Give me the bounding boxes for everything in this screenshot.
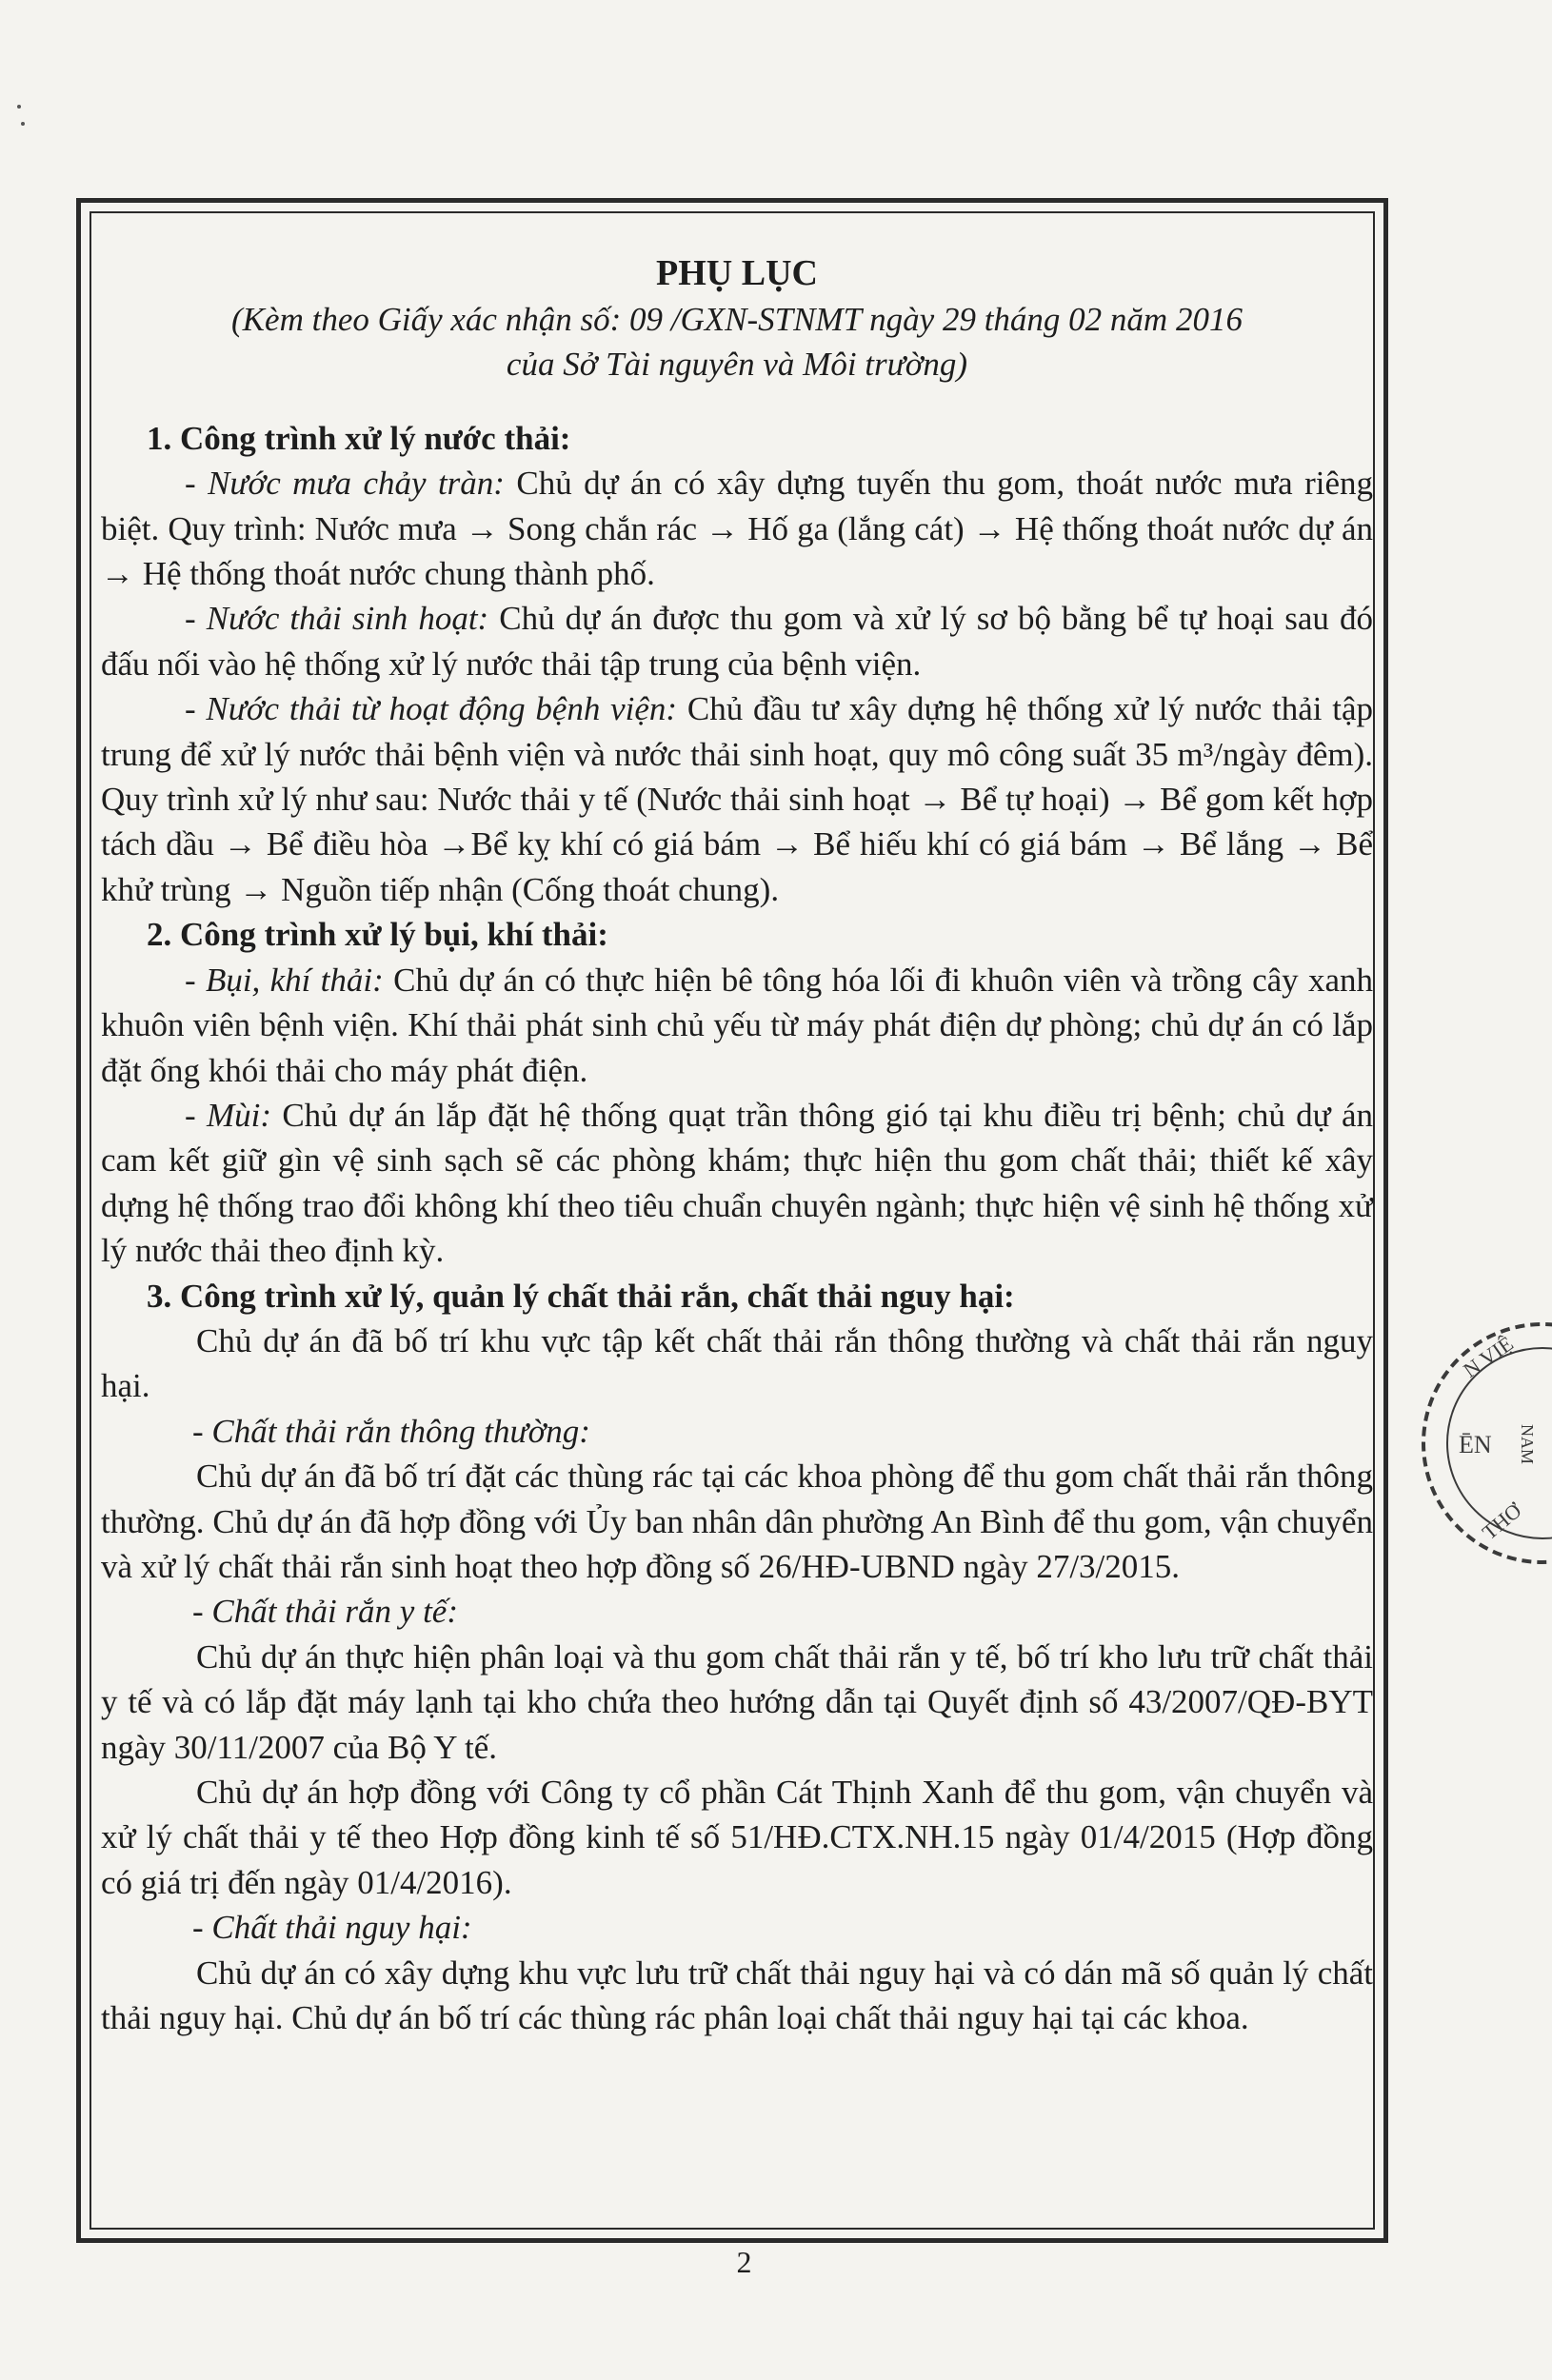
paragraph-text: Chủ dự án có thực hiện bê tông hóa lối đi khuôn viên và trồng cây xanh khuôn viên bệnh viện. Khí thải phát sinh chủ yếu từ máy phát điện dự phòng; chủ dự án có lắp đặt ống khói thải cho máy phát điện. — [101, 961, 1373, 1089]
scan-speck — [17, 105, 21, 109]
paragraph-hospital-wastewater — [101, 686, 1373, 912]
paragraph-hazardous-waste: Chủ dự án có xây dựng khu vực lưu trữ chất thải nguy hại và có dán mã số quản lý chất thải nguy hại. Chủ dự án bố trí các thùng rác phân loại chất thải nguy hại tại các khoa. — [101, 1954, 1373, 2037]
paragraph-lead: - Bụi, khí thải: — [185, 961, 384, 999]
section-heading-solid-waste: 3. Công trình xử lý, quản lý chất thải rắn, chất thải nguy hại: — [147, 1277, 1015, 1315]
stamp-text-bottom: THƠ — [1477, 1497, 1526, 1545]
paragraph-text: Chủ dự án được thu gom và xử lý sơ bộ bằng bể tự hoại sau đó đấu nối vào hệ thống xử lý nước thải tập trung của bệnh viện. — [101, 600, 1373, 683]
paragraph-domestic-wastewater — [101, 596, 1373, 686]
page-number: 2 — [736, 2245, 752, 2279]
subhead-medical-solid-waste: - Chất thải rắn y tế: — [192, 1593, 458, 1631]
stamp-text-top: N VIỆ — [1459, 1331, 1518, 1382]
paragraph-odor — [101, 1093, 1373, 1274]
section-heading-dust-emissions: 2. Công trình xử lý bụi, khí thải: — [147, 916, 608, 954]
stamp-text-middle: ĒN — [1459, 1431, 1492, 1458]
paragraph-text: Chủ dự án lắp đặt hệ thống quạt trần thông gió tại khu điều trị bệnh; chủ dự án cam kết giữ gìn vệ sinh sạch sẽ các phòng khám; thực hiện thu gom chất thải; thiết kế xây dựng hệ thống trao đổi không khí theo tiêu chuẩn chuyên ngành; thực hiện vệ sinh hệ thống xử lý nước thải theo định kỳ. — [101, 1096, 1373, 1270]
paragraph-ordinary-solid-waste: Chủ dự án đã bố trí đặt các thùng rác tại các khoa phòng để thu gom chất thải rắn thông thường. Chủ dự án đã hợp đồng với Ủy ban nhân dân phường An Bình để thu gom, vận chuyển và xử lý chất thải rắn sinh hoạt theo hợp đồng số 26/HĐ-UBND ngày 27/3/2015. — [101, 1458, 1373, 1585]
paragraph-lead: - Mùi: — [185, 1096, 272, 1134]
paragraph-medical-waste-contract: Chủ dự án hợp đồng với Công ty cổ phần Cát Thịnh Xanh để thu gom, vận chuyển và xử lý chất thải y tế theo Hợp đồng kinh tế số 51/HĐ.CTX.NH.15 ngày 01/4/2015 (Hợp đồng có giá trị đến ngày 01/4/2016). — [101, 1774, 1373, 1901]
stamp-text-side: NAM — [1518, 1424, 1537, 1465]
paragraph-text: Chủ đầu tư xây dựng hệ thống xử lý nước thải tập trung để xử lý nước thải bệnh viện và nước thải sinh hoạt, quy mô công suất 35 m³/ngày đêm). Quy trình xử lý như sau: Nước thải y tế (Nước thải sinh hoạt → Bể tự hoại) → Bể gom kết hợp tách dầu → Bể điều hòa →Bể kỵ khí có giá bám → Bể hiếu khí có giá bám → Bể lắng → Bể khử trùng → Nguồn tiếp nhận (Cống thoát chung). — [101, 690, 1373, 908]
paragraph-rainwater — [101, 461, 1373, 596]
document-subtitle-line2: của Sở Tài nguyên và Môi trường) — [506, 346, 968, 384]
document-subtitle-line1: (Kèm theo Giấy xác nhận số: 09 /GXN-STNMT ngày 29 tháng 02 năm 2016 — [231, 301, 1243, 338]
subhead-ordinary-solid-waste: - Chất thải rắn thông thường: — [192, 1412, 590, 1450]
subhead-hazardous-waste: - Chất thải nguy hại: — [192, 1909, 472, 1947]
paragraph-solid-waste-intro: Chủ dự án đã bố trí khu vực tập kết chất thải rắn thông thường và chất thải rắn nguy hại. — [101, 1321, 1373, 1405]
section-heading-wastewater: 1. Công trình xử lý nước thải: — [147, 419, 571, 457]
paragraph-text: Chủ dự án có xây dựng tuyến thu gom, thoát nước mưa riêng biệt. Quy trình: Nước mưa → Song chắn rác → Hố ga (lắng cát) → Hệ thống thoát nước dự án → Hệ thống thoát nước chung thành phố. — [101, 465, 1373, 593]
scan-speck — [21, 122, 25, 126]
document-title: PHỤ LỤC — [656, 253, 818, 293]
official-stamp — [1409, 1310, 1552, 1577]
paragraph-lead: - Nước thải sinh hoạt: — [185, 600, 489, 638]
paragraph-lead: - Nước mưa chảy tràn: — [185, 465, 505, 503]
paragraph-medical-waste-storage: Chủ dự án thực hiện phân loại và thu gom chất thải rắn y tế, bố trí kho lưu trữ chất thải y tế và có lắp đặt máy lạnh tại kho chứa theo hướng dẫn tại Quyết định số 43/2007/QĐ-BYT ngày 30/11/2007 của Bộ Y tế. — [101, 1637, 1373, 1766]
document-body — [101, 249, 1373, 2040]
paragraph-dust — [101, 958, 1373, 1093]
paragraph-lead: - Nước thải từ hoạt động bệnh viện: — [185, 690, 678, 728]
